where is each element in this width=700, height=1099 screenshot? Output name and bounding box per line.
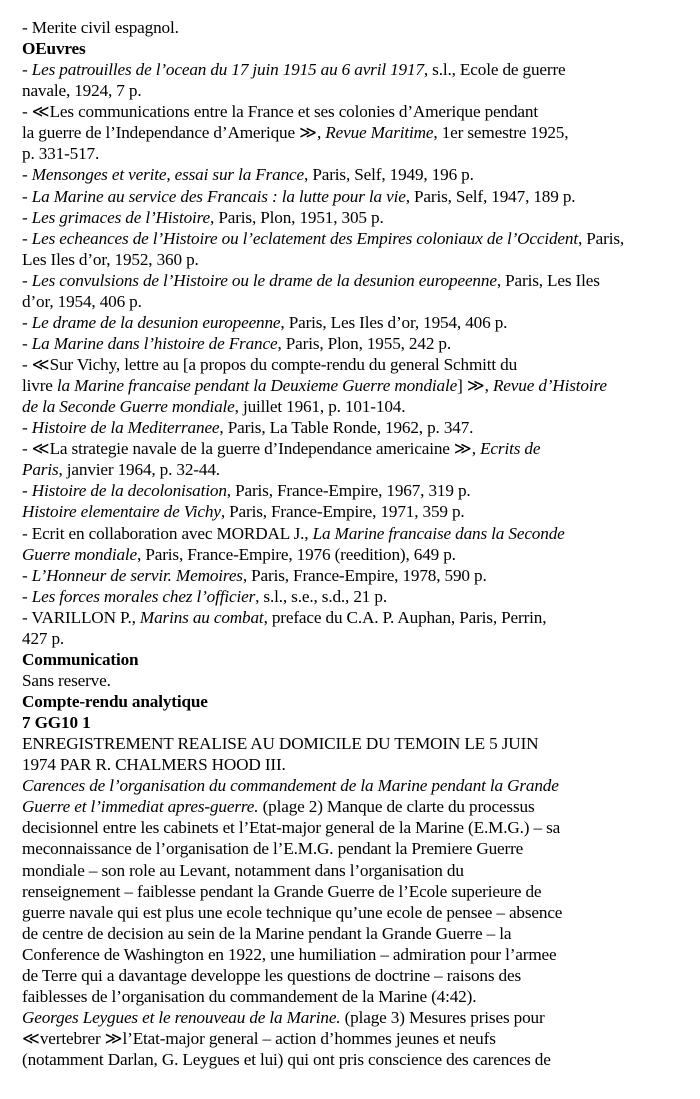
summary-section-line [22, 881, 690, 902]
bibliography-entry [22, 480, 690, 501]
summary-section-line [22, 796, 690, 817]
text-segment: (plage 3) Mesures prises pour [340, 1007, 545, 1027]
text-segment: la guerre de l’Independance d’Amerique ≫, [22, 123, 326, 143]
text-segment: d’or, 1954, 406 p. [22, 291, 142, 311]
bibliography-entry [22, 354, 690, 417]
text-segment: 427 p. [22, 628, 65, 648]
summary-sections [22, 775, 690, 1070]
bibliography-entry [22, 523, 690, 565]
bibliography-entry [22, 333, 690, 354]
summary-section-line [22, 965, 690, 986]
text-segment: , Paris, Les Iles [496, 270, 600, 290]
bibliography-entry-line [22, 396, 690, 417]
italic-title: Guerre et l’immediat apres-guerre. [22, 797, 259, 817]
summary-section-line [22, 1028, 690, 1049]
bibliography-entry-line [22, 143, 690, 164]
bibliography-entry [22, 586, 690, 607]
bibliography-entry-line [22, 186, 690, 207]
summary-section-line [22, 1049, 690, 1070]
compte-rendu-heading: Compte-rendu analytique [22, 692, 208, 711]
text-segment: , 1er semestre 1925, [433, 123, 569, 143]
bibliography-entry-line [22, 354, 690, 375]
recording-line-1: ENREGISTREMENT REALISE AU DOMICILE DU TEMOIN LE 5 JUIN [22, 734, 539, 754]
bibliography-entry-line [22, 249, 690, 270]
text-segment: - [22, 333, 32, 353]
text-segment: , preface du C.A. P. Auphan, Paris, Perrin, [263, 607, 547, 627]
text-segment: mondiale – son role au Levant, notamment dans l’organisation du [22, 860, 464, 880]
bibliography-entry [22, 607, 690, 649]
italic-title: La Marine francaise dans la Seconde [312, 523, 565, 543]
text-segment: - VARILLON P., [22, 607, 140, 627]
text-segment: , Paris, Plon, 1955, 242 p. [277, 333, 452, 353]
text-segment: - ≪Les communications entre la France et ses colonies d’Amerique pendant [22, 102, 538, 122]
summary-section-line [22, 923, 690, 944]
bibliography-entry [22, 417, 690, 438]
summary-section-line [22, 775, 690, 796]
oeuvres-list [22, 59, 690, 649]
bibliography-entry [22, 438, 690, 480]
summary-section-line [22, 860, 690, 881]
bibliography-entry-line [22, 59, 690, 80]
text-segment: Les Iles d’or, 1952, 360 p. [22, 249, 199, 269]
text-segment: - [22, 312, 32, 332]
text-segment: , Paris, Self, 1949, 196 p. [304, 165, 474, 185]
italic-title: la Marine francaise pendant la Deuxieme Guerre mondiale [56, 376, 458, 396]
italic-title: Histoire de la decolonisation [31, 481, 227, 501]
text-segment: navale, 1924, 7 p. [22, 81, 142, 101]
bibliography-entry-line [22, 333, 690, 354]
text-segment: meconnaissance de l’organisation de l’E.M.G. pendant la Premiere Guerre [22, 839, 524, 859]
bibliography-entry [22, 565, 690, 586]
bibliography-entry [22, 207, 690, 228]
italic-title: Guerre mondiale [22, 544, 138, 564]
italic-title: Paris [22, 460, 59, 480]
bibliography-entry-line [22, 480, 690, 501]
bibliography-entry-line [22, 375, 690, 396]
text-segment: , Paris, France-Empire, 1967, 319 p. [226, 481, 471, 501]
italic-title: Georges Leygues et le renouveau de la Marine. [22, 1007, 341, 1027]
communication-heading: Communication [22, 649, 139, 669]
summary-section [22, 775, 690, 1007]
bibliography-entry-line [22, 438, 690, 459]
bibliography-entry [22, 59, 690, 101]
summary-section-line [22, 817, 690, 838]
text-segment: , Paris, France-Empire, 1978, 590 p. [242, 565, 487, 585]
italic-title: Marins au combat [139, 607, 264, 627]
bibliography-entry [22, 186, 690, 207]
text-segment: - [22, 228, 32, 248]
bibliography-entry-line [22, 312, 690, 333]
archive-code: 7 GG10 1 [22, 713, 91, 733]
italic-title: Revue d’Histoire [492, 376, 607, 396]
italic-title: La Marine au service des Francais : la lutte pour la vie [31, 186, 406, 206]
text-segment: (plage 2) Manque de clarte du processus [258, 797, 535, 817]
summary-section-line [22, 1007, 690, 1028]
bibliography-entry [22, 164, 690, 185]
recording-line-2: 1974 PAR R. CHALMERS HOOD III. [22, 755, 286, 775]
bibliography-entry [22, 228, 690, 270]
italic-title: Histoire elementaire de Vichy [22, 502, 221, 522]
italic-title: Les grimaces de l’Histoire [31, 207, 211, 227]
text-segment: , s.l., s.e., s.d., 21 p. [255, 586, 387, 606]
bibliography-entry-line [22, 523, 690, 544]
text-segment: - [22, 270, 32, 290]
text-segment: - [22, 418, 32, 438]
bibliography-entry [22, 270, 690, 312]
text-segment: de centre de decision au sein de la Marine pendant la Grande Guerre – la [22, 923, 512, 943]
text-segment: , Paris, [577, 228, 625, 248]
bibliography-entry [22, 312, 690, 333]
text-segment: - Ecrit en collaboration avec MORDAL J., [22, 523, 313, 543]
text-segment: de Terre qui a davantage developpe les questions de doctrine – raisons des [22, 965, 522, 985]
summary-section-line [22, 944, 690, 965]
bibliography-entry-line [22, 291, 690, 312]
bibliography-entry-line [22, 122, 690, 143]
italic-title: Le drame de la desunion europeenne [31, 312, 281, 332]
oeuvres-heading: OEuvres [22, 39, 86, 59]
italic-title: Les forces morales chez l’officier [31, 586, 256, 606]
bibliography-entry-line [22, 80, 690, 101]
text-segment: p. 331-517. [22, 144, 100, 164]
bibliography-entry-line [22, 607, 690, 628]
text-segment: , Paris, France-Empire, 1971, 359 p. [220, 502, 465, 522]
italic-title: L’Honneur de servir. Memoires [31, 565, 243, 585]
italic-title: La Marine dans l’histoire de France [31, 333, 278, 353]
text-segment: - ≪Sur Vichy, lettre au [a propos du compte-rendu du general Schmitt du [22, 355, 518, 374]
text-segment: - ≪La strategie navale de la guerre d’Independance americaine ≫, [22, 439, 481, 459]
text-segment: - [22, 186, 32, 206]
text-segment: , Paris, Self, 1947, 189 p. [405, 186, 576, 206]
bibliography-entry-line [22, 101, 690, 122]
text-segment: ] ≫, [457, 376, 493, 396]
text-segment: guerre navale qui est plus une ecole technique qu’une ecole de pensee – absence [22, 902, 563, 922]
summary-section-line [22, 838, 690, 859]
text-segment: , Paris, Plon, 1951, 305 p. [210, 207, 384, 227]
text-segment: , Paris, Les Iles d’or, 1954, 406 p. [280, 312, 508, 332]
bibliography-entry-line [22, 417, 690, 438]
bibliography-entry-line [22, 586, 690, 607]
text-segment: livre [22, 376, 57, 396]
summary-section-line [22, 902, 690, 923]
bibliography-entry-line [22, 164, 690, 185]
text-segment: ≪vertebrer ≫l’Etat-major general – action d’hommes jeunes et neufs [22, 1029, 496, 1048]
bibliography-entry-line [22, 207, 690, 228]
italic-title: Mensonges et verite, essai sur la France [31, 165, 305, 185]
bibliography-entry-line [22, 228, 690, 249]
italic-title: Les patrouilles de l’ocean du 17 juin 1915 au 6 avril 1917 [31, 60, 424, 80]
bibliography-entry [22, 501, 690, 522]
document-page [22, 17, 690, 1070]
text-segment: - [22, 565, 32, 585]
bibliography-entry [22, 101, 690, 164]
bibliography-entry-line [22, 544, 690, 565]
italic-title: Revue Maritime [325, 123, 434, 143]
text-segment: renseignement – faiblesse pendant la Grande Guerre de l’Ecole superieure de [22, 881, 542, 901]
text-segment: , s.l., Ecole de guerre [423, 60, 566, 80]
text-segment: - [22, 586, 32, 606]
text-segment: decisionnel entre les cabinets et l’Etat-major general de la Marine (E.M.G.) – sa [22, 818, 561, 838]
bibliography-entry-line [22, 565, 690, 586]
text-segment: - [22, 207, 32, 227]
text-segment: , janvier 1964, p. 32-44. [58, 460, 220, 480]
bibliography-entry-line [22, 501, 690, 522]
communication-text: Sans reserve. [22, 670, 111, 690]
bibliography-entry-line [22, 628, 690, 649]
text-segment: - [22, 481, 32, 501]
bibliography-entry-line [22, 459, 690, 480]
text-segment: Conference de Washington en 1922, une humiliation – admiration pour l’armee [22, 944, 557, 964]
text-segment: (notamment Darlan, G. Leygues et lui) qui ont pris conscience des carences de [22, 1050, 551, 1070]
italic-title: Carences de l’organisation du commandement de la Marine pendant la Grande [22, 776, 559, 796]
italic-title: Histoire de la Mediterranee [31, 418, 220, 438]
bibliography-entry-line [22, 270, 690, 291]
italic-title: Les echeances de l’Histoire ou l’eclatement des Empires coloniaux de l’Occident [31, 228, 578, 248]
distinction-line: - Merite civil espagnol. [22, 18, 179, 37]
text-segment: , Paris, France-Empire, 1976 (reedition), 649 p. [137, 544, 456, 564]
text-segment: - [22, 165, 32, 185]
italic-title: de la Seconde Guerre mondiale [22, 397, 235, 417]
text-segment: faiblesses de l’organisation du commandement de la Marine (4:42). [22, 986, 477, 1006]
italic-title: Les convulsions de l’Histoire ou le drame de la desunion europeenne [31, 270, 497, 290]
text-segment: - [22, 60, 32, 80]
text-segment: , juillet 1961, p. 101-104. [234, 397, 406, 417]
italic-title: Ecrits de [480, 439, 541, 459]
summary-section-line [22, 986, 690, 1007]
summary-section [22, 1007, 690, 1070]
text-segment: , Paris, La Table Ronde, 1962, p. 347. [219, 418, 474, 438]
